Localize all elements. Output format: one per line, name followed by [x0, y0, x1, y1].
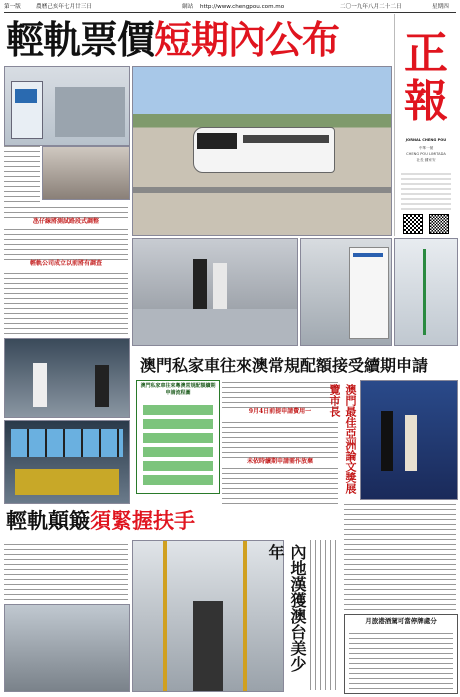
- sidebar-vertical-title: 澳門最佳亞洲論文獎展覽市長: [328, 384, 357, 494]
- article-text: [222, 418, 338, 458]
- article-text: [4, 540, 128, 600]
- photo-ticket-machine: [4, 66, 130, 146]
- masthead-line-1: 中華一號: [418, 146, 434, 150]
- masthead-line-2: CHENG POU LIMITADA: [406, 152, 446, 156]
- story3-headline: [6, 508, 216, 534]
- photo-monitors: [4, 420, 130, 504]
- sidebar-box: [344, 614, 458, 694]
- masthead-line-3: 社長 鍾家安: [416, 158, 436, 162]
- qr-code-icon[interactable]: [403, 214, 423, 234]
- article-text: [310, 540, 340, 690]
- flyer-title: 澳門私家車往來粵澳常規配額續期申請流程圖: [140, 383, 216, 396]
- application-flow-flyer: [136, 380, 220, 494]
- headline-part2: 短期內公布: [154, 17, 340, 62]
- site-url[interactable]: http://www.chengpou.com.mo: [200, 4, 285, 10]
- masthead: [394, 14, 457, 236]
- story3-headline-red: 須緊握扶手: [90, 508, 195, 533]
- masthead-english: JORNAL CHENG POU: [405, 138, 447, 142]
- photo-route-map: [394, 238, 458, 346]
- masthead-contact-block: [401, 170, 451, 210]
- main-headline: [6, 18, 339, 62]
- weekday: 星期四: [432, 4, 449, 10]
- photo-light-rail-train: [132, 66, 392, 236]
- photo-station-sign: [300, 238, 392, 346]
- lunar-date: 農曆己亥年七月廿三日: [36, 4, 92, 10]
- issue-date: 二〇一九年八月二十二日: [340, 4, 402, 10]
- top-bar: [4, 3, 456, 13]
- article-text: [4, 146, 40, 202]
- story3-headline-black: 輕軌顛簸: [6, 508, 90, 533]
- page-number: 第一版: [4, 4, 21, 10]
- headline-part1: 輕軌票價: [6, 17, 155, 62]
- article-text: [4, 204, 128, 218]
- sidebar-bottom-title: 月旅港酒駕可當停牌處分: [365, 617, 437, 625]
- article-text: [4, 270, 128, 334]
- photo-passengers: [4, 604, 130, 692]
- photo-control-room: [4, 338, 130, 418]
- story2-subhead-1: 9月4日前提申請費用一: [248, 408, 312, 415]
- subhead-bus-station: 氹仔線將測試路段式調整: [32, 218, 99, 225]
- qr-code-icon[interactable]: [429, 214, 449, 234]
- newspaper-logo: 正報: [404, 28, 448, 127]
- story2-headline: 澳門私家車往來澳常規配額接受續期申請: [140, 356, 429, 375]
- photo-award-ceremony: [360, 380, 458, 500]
- photo-crowd: [42, 146, 130, 200]
- story3-vertical-headline: 內地漢獲澳台美少年: [266, 544, 307, 672]
- site-label: 網站: [182, 4, 194, 10]
- photo-train-interior: [132, 540, 284, 692]
- story2-subhead-2: 未依時續期申請需作放棄: [246, 458, 313, 465]
- photo-station-gates: [132, 238, 298, 346]
- subhead-company: 輕軌公司成立以前將有調查: [29, 260, 102, 267]
- article-text: [222, 382, 338, 408]
- article-text: [344, 500, 456, 610]
- article-text: [4, 228, 128, 260]
- article-text: [222, 468, 338, 504]
